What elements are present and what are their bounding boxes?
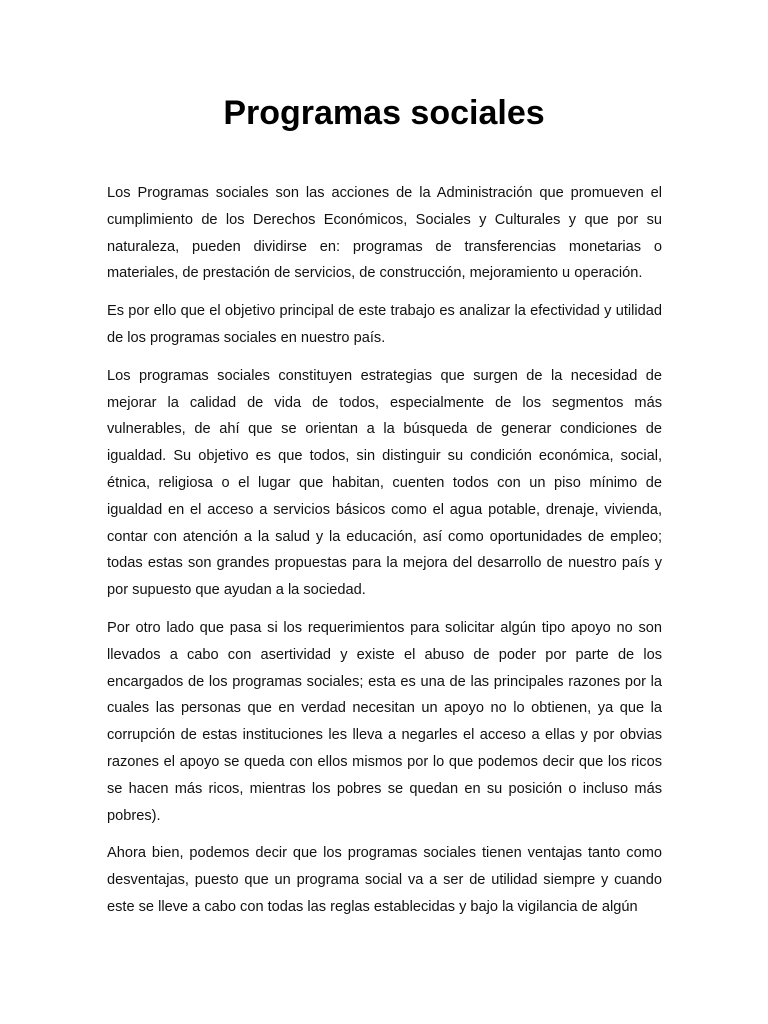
document-title: Programas sociales — [223, 94, 545, 132]
document-body — [107, 180, 662, 932]
paragraph-4: Por otro lado que pasa si los requerimientos para solicitar algún tipo apoyo no son llevados a cabo con asertividad y existe el abuso de poder por parte de los encargados de los programas sociales; esta es una de las principales razones por la cuales las personas que en verdad necesitan un apoyo no lo obtienen, ya que la corrupción de estas instituciones les lleva a negarles el acceso a ellas y por obvias razones el apoyo se queda con ellos mismos por lo que podemos decir que los ricos se hacen más ricos, mientras los pobres se quedan en su posición o incluso más pobres). — [107, 619, 662, 824]
paragraph-1: Los Programas sociales son las acciones de la Administración que promueven el cumplimiento de los Derechos Económicos, Sociales y Culturales y que por su naturaleza, pueden dividirse en: programas de transferencias monetarias o materiales, de prestación de servicios, de construcción, mejoramiento u operación. — [107, 185, 662, 282]
paragraph-3: Los programas sociales constituyen estrategias que surgen de la necesidad de mejorar la calidad de vida de todos, especialmente de los segmentos más vulnerables, de ahí que se orientan a la búsqueda de generar condiciones de igualdad. Su objetivo es que todos, sin distinguir su condición económica, social, étnica, religiosa o el lugar que habitan, cuenten todos con un piso mínimo de igualdad en el acceso a servicios básicos como el agua potable, drenaje, vivienda, contar con atención a la salud y la educación, así como oportunidades de empleo; todas estas son grandes propuestas para la mejora del desarrollo de nuestro país y por supuesto que ayudan a la sociedad. — [107, 367, 662, 599]
paragraph-5: Ahora bien, podemos decir que los programas sociales tienen ventajas tanto como desventajas, puesto que un programa social va a ser de utilidad siempre y cuando este se lleve a cabo con todas las reglas establecidas y bajo la vigilancia de algún — [107, 845, 662, 915]
paragraph-2: Es por ello que el objetivo principal de este trabajo es analizar la efectividad y utilidad de los programas sociales en nuestro país. — [107, 303, 662, 346]
